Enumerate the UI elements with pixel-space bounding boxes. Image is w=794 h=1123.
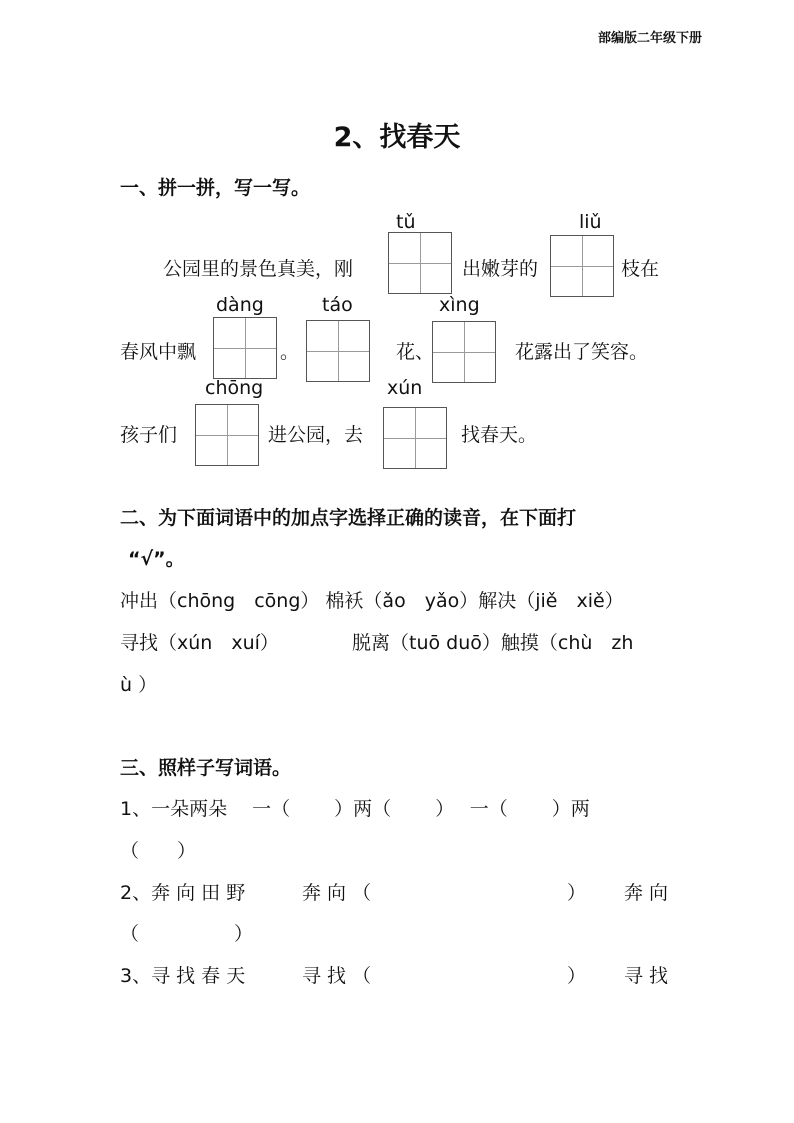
writing-box-xing[interactable] bbox=[432, 321, 496, 383]
word-item1-line2: （ ） bbox=[120, 840, 197, 862]
pinyin-chong: chōng bbox=[205, 377, 264, 399]
word-item3-blank-start: 寻 找 （ bbox=[302, 965, 372, 987]
word-item2-example: 2、奔 向 田 野 bbox=[120, 882, 246, 904]
sentence1-part2: 出嫩芽的 bbox=[462, 258, 539, 280]
reading-choice-row2a: 寻找（xún xuí） bbox=[120, 632, 279, 654]
writing-box-chong[interactable] bbox=[195, 404, 259, 466]
writing-box-liu[interactable] bbox=[550, 235, 614, 297]
writing-box-tao[interactable] bbox=[306, 320, 370, 382]
section1-heading: 一、拼一拼，写一写。 bbox=[120, 177, 311, 199]
section2-heading-line1: 二、为下面词语中的加点字选择正确的读音，在下面打 bbox=[120, 507, 577, 529]
sentence1-part1: 公园里的景色真美，刚 bbox=[163, 258, 354, 280]
reading-choice-row1: 冲出（chōng cōng） 棉袄（ǎo yǎo）解决（jiě xiě） bbox=[120, 590, 624, 612]
reading-choice-row2b: 脱离（tuō duō）触摸（chù zh bbox=[352, 632, 634, 654]
writing-box-xun[interactable] bbox=[383, 407, 447, 469]
sentence2-part2: 。 bbox=[280, 341, 300, 363]
pinyin-liu: liǔ bbox=[579, 211, 602, 233]
grade-tag: 部编版二年级下册 bbox=[598, 31, 703, 46]
pinyin-xing: xìng bbox=[439, 294, 480, 316]
sentence2-part3: 花、 bbox=[396, 341, 435, 363]
sentence3-part1: 孩子们 bbox=[120, 424, 178, 446]
word-item2-blank-start: 奔 向 （ bbox=[302, 882, 372, 904]
sentence2-part1: 春风中飘 bbox=[120, 341, 197, 363]
section3-heading: 三、照样子写词语。 bbox=[120, 757, 292, 779]
word-item3-example: 3、寻 找 春 天 bbox=[120, 965, 246, 987]
sentence2-part4: 花露出了笑容。 bbox=[515, 341, 649, 363]
sentence3-part2: 进公园，去 bbox=[268, 424, 364, 446]
section2-heading-line2: “√”。 bbox=[128, 548, 185, 570]
writing-box-tu[interactable] bbox=[388, 232, 452, 294]
writing-box-dang[interactable] bbox=[213, 317, 277, 379]
reading-choice-row3: ù ） bbox=[120, 674, 158, 696]
word-item2-second: 奔 向 bbox=[624, 882, 669, 904]
pinyin-tao: táo bbox=[322, 294, 353, 316]
pinyin-xun: xún bbox=[387, 377, 423, 399]
page-title: 2、找春天 bbox=[333, 122, 461, 153]
word-item3-blank-end: ） bbox=[567, 965, 587, 987]
sentence1-part3: 枝在 bbox=[621, 258, 660, 280]
word-item3-second: 寻 找 bbox=[624, 965, 669, 987]
sentence3-part3: 找春天。 bbox=[461, 424, 538, 446]
word-item1-line1: 1、一朵两朵 一（ ）两（ ） 一（ ）两 bbox=[120, 798, 590, 820]
word-item2-blank-end: ） bbox=[567, 882, 587, 904]
word-item2-line2: （ ） bbox=[120, 923, 254, 945]
pinyin-tu: tǔ bbox=[396, 211, 416, 233]
pinyin-dang: dàng bbox=[216, 294, 264, 316]
